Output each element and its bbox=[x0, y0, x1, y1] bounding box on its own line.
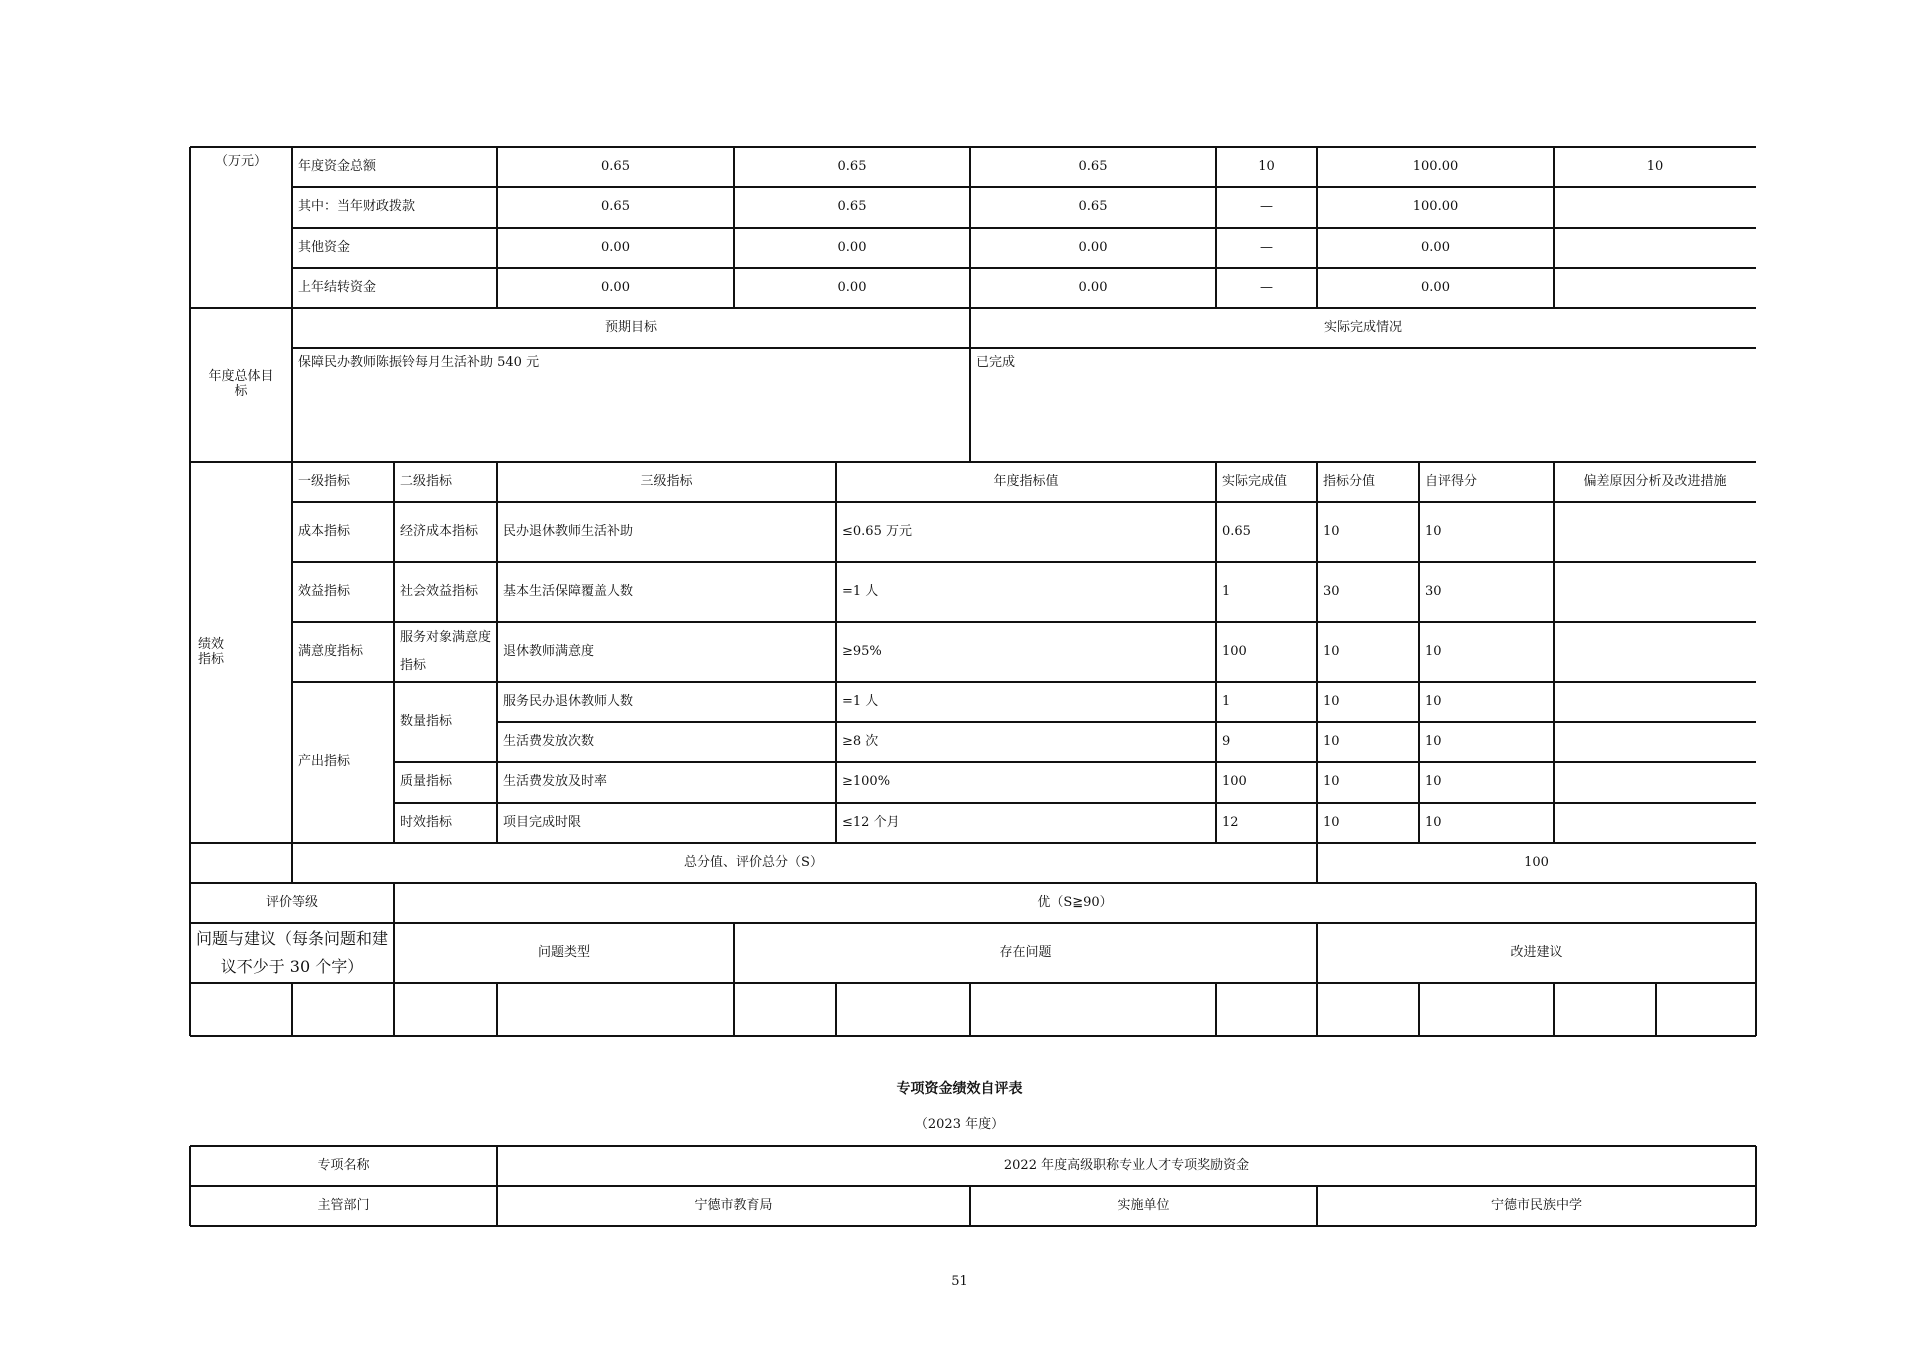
table-rule-v bbox=[1215, 147, 1217, 308]
perf-self: 10 bbox=[1425, 814, 1442, 830]
table-rule-v bbox=[496, 1146, 498, 1226]
perf-target: ≥8 次 bbox=[842, 733, 879, 749]
total-value: 100 bbox=[1524, 854, 1549, 870]
perf-header: 一级指标 bbox=[298, 473, 351, 489]
perf-header: 年度指标值 bbox=[993, 473, 1059, 489]
table-rule-v bbox=[291, 983, 293, 1036]
perf-header: 自评得分 bbox=[1425, 473, 1478, 489]
perf-label-text: 绩效指标 bbox=[198, 636, 225, 667]
perf-l3: 生活费发放及时率 bbox=[503, 774, 608, 790]
table-rule-v bbox=[189, 1146, 191, 1226]
funds-row-label: 年度资金总额 bbox=[298, 158, 377, 174]
funds-cell: 0.00 bbox=[601, 279, 630, 295]
table-rule-h bbox=[190, 461, 1756, 463]
impl-value: 宁德市民族中学 bbox=[1490, 1197, 1582, 1213]
funds-cell: 0.65 bbox=[601, 158, 630, 174]
perf-l1: 效益指标 bbox=[298, 583, 351, 599]
funds-cell: 100.00 bbox=[1412, 199, 1459, 215]
table-rule-v bbox=[969, 1186, 971, 1226]
perf-header: 二级指标 bbox=[400, 473, 453, 489]
perf-self: 10 bbox=[1425, 774, 1442, 790]
table-rule-v bbox=[1553, 147, 1555, 308]
perf-score: 10 bbox=[1323, 733, 1340, 749]
perf-l1: 满意度指标 bbox=[298, 643, 364, 659]
table-rule-v bbox=[969, 147, 971, 308]
table-rule-v bbox=[1316, 983, 1318, 1036]
perf-target: =1 人 bbox=[842, 693, 879, 709]
funds-row-label: 其他资金 bbox=[298, 239, 351, 255]
table-rule-v bbox=[393, 983, 395, 1036]
perf-header: 实际完成值 bbox=[1222, 473, 1288, 489]
table-rule-h bbox=[190, 922, 1756, 924]
table-rule-h bbox=[394, 761, 1756, 763]
perf-score: 30 bbox=[1323, 583, 1340, 599]
total-label: 总分值、评价总分（S） bbox=[684, 854, 823, 870]
perf-actual: 12 bbox=[1222, 814, 1239, 830]
perf-score: 10 bbox=[1323, 693, 1340, 709]
funds-cell: 0.65 bbox=[837, 158, 867, 174]
dept-value: 宁德市教育局 bbox=[694, 1197, 773, 1213]
perf-actual: 100 bbox=[1222, 643, 1247, 659]
table-rule-h bbox=[190, 982, 1756, 984]
funds-cell: 0.00 bbox=[1421, 239, 1450, 255]
perf-target: ≤12 个月 bbox=[842, 814, 900, 830]
table-rule-v bbox=[1755, 1146, 1757, 1226]
perf-l3: 民办退休教师生活补助 bbox=[503, 523, 634, 539]
table-rule-v bbox=[496, 147, 498, 308]
table-rule-v bbox=[733, 923, 735, 983]
funds-cell: 0.00 bbox=[1078, 279, 1108, 295]
funds-unit-label: （万元） bbox=[214, 154, 267, 169]
table-rule-h bbox=[190, 842, 1756, 844]
table-rule-v bbox=[1418, 983, 1420, 1036]
funds-cell bbox=[1554, 187, 1756, 228]
goal-label: 年度总体目标 bbox=[208, 369, 274, 399]
funds-cell: — bbox=[1260, 279, 1273, 295]
table-rule-v bbox=[1215, 983, 1217, 1036]
funds-cell: 0.00 bbox=[601, 239, 630, 255]
table-rule-h bbox=[292, 186, 1756, 188]
perf-header: 指标分值 bbox=[1323, 473, 1376, 489]
issues-type-header: 问题类型 bbox=[537, 944, 590, 960]
table-rule-v bbox=[1316, 923, 1318, 983]
table-rule-v bbox=[733, 147, 735, 308]
table-rule-v bbox=[835, 462, 837, 843]
perf-target: ≥100% bbox=[842, 774, 891, 790]
funds-cell: — bbox=[1260, 199, 1273, 215]
table-rule-h bbox=[394, 802, 1756, 804]
goal-expected-header: 预期目标 bbox=[604, 319, 657, 335]
perf-l2: 质量指标 bbox=[400, 774, 453, 790]
table-rule-v bbox=[1316, 462, 1318, 843]
perf-l2: 社会效益指标 bbox=[400, 584, 479, 599]
issues-label: 问题与建议（每条问题和建议不少于 30 个字） bbox=[195, 929, 388, 976]
funds-cell: 0.65 bbox=[601, 199, 630, 215]
perf-score: 10 bbox=[1323, 643, 1340, 659]
perf-target: =1 人 bbox=[842, 583, 879, 599]
funds-cell: — bbox=[1260, 239, 1273, 255]
perf-actual: 100 bbox=[1222, 774, 1247, 790]
perf-score: 10 bbox=[1323, 523, 1340, 539]
issues-problem-header: 存在问题 bbox=[999, 944, 1052, 960]
funds-cell: 0.00 bbox=[837, 279, 867, 295]
table-rule-h bbox=[190, 1145, 1756, 1147]
table-rule-v bbox=[1316, 1186, 1318, 1226]
perf-l3: 退休教师满意度 bbox=[503, 643, 595, 659]
perf-self: 10 bbox=[1425, 733, 1442, 749]
perf-self: 10 bbox=[1425, 643, 1442, 659]
goal-actual-header: 实际完成情况 bbox=[1323, 319, 1402, 335]
grade-label: 评价等级 bbox=[265, 894, 318, 910]
issues-suggest-header: 改进建议 bbox=[1510, 944, 1563, 960]
perf-self: 10 bbox=[1425, 693, 1442, 709]
funds-cell: 10 bbox=[1646, 158, 1664, 174]
funds-cell: 100.00 bbox=[1412, 158, 1459, 174]
project-label: 专项名称 bbox=[317, 1157, 370, 1173]
grade-value: 优（S≧90） bbox=[1037, 894, 1113, 910]
table-rule-h bbox=[292, 681, 1756, 683]
table-rule-v bbox=[835, 983, 837, 1036]
perf-target: ≥95% bbox=[842, 643, 882, 659]
impl-label: 实施单位 bbox=[1117, 1197, 1170, 1213]
table-rule-v bbox=[496, 983, 498, 1036]
table-rule-h bbox=[292, 561, 1756, 563]
table-rule-h bbox=[292, 347, 1756, 349]
perf-l3: 生活费发放次数 bbox=[503, 733, 595, 749]
perf-score: 10 bbox=[1323, 774, 1340, 790]
perf-actual: 1 bbox=[1222, 583, 1231, 599]
table-rule-v bbox=[1553, 983, 1555, 1036]
table-rule-v bbox=[1418, 462, 1420, 843]
perf-l3: 基本生活保障覆盖人数 bbox=[503, 583, 634, 599]
perf-l1: 产出指标 bbox=[298, 754, 351, 770]
table-rule-h bbox=[190, 307, 1756, 309]
perf-target: ≤0.65 万元 bbox=[842, 523, 912, 539]
perf-l2: 经济成本指标 bbox=[400, 524, 479, 539]
funds-cell bbox=[1554, 268, 1756, 308]
goal-expected-text: 保障民办教师陈振铃每月生活补助 540 元 bbox=[298, 355, 540, 370]
goal-actual-text: 已完成 bbox=[976, 355, 1016, 370]
funds-cell: 0.00 bbox=[1421, 279, 1450, 295]
table-rule-h bbox=[292, 501, 1756, 503]
table-rule-v bbox=[969, 983, 971, 1036]
table-rule-v bbox=[733, 983, 735, 1036]
page-number: 51 bbox=[951, 1274, 968, 1289]
perf-self: 30 bbox=[1425, 583, 1442, 599]
perf-self: 10 bbox=[1425, 523, 1442, 539]
table-rule-v bbox=[969, 308, 971, 462]
table-rule-v bbox=[1553, 462, 1555, 843]
perf-l1: 成本指标 bbox=[298, 523, 351, 539]
table-rule-h bbox=[292, 267, 1756, 269]
funds-cell: 0.00 bbox=[837, 239, 867, 255]
perf-actual: 0.65 bbox=[1222, 523, 1251, 539]
perf-l2: 数量指标 bbox=[400, 713, 453, 729]
perf-actual: 1 bbox=[1222, 693, 1231, 709]
next-table-title: 专项资金绩效自评表 bbox=[896, 1081, 1023, 1097]
perf-l3: 项目完成时限 bbox=[503, 814, 582, 830]
table-rule-v bbox=[291, 147, 293, 883]
funds-cell: 0.00 bbox=[1078, 239, 1108, 255]
table-rule-h bbox=[190, 1225, 1756, 1227]
table-rule-v bbox=[1215, 462, 1217, 843]
table-rule-h bbox=[190, 1185, 1756, 1187]
table-rule-h bbox=[292, 621, 1756, 623]
table-rule-h bbox=[190, 882, 1756, 884]
funds-cell: 10 bbox=[1258, 158, 1275, 174]
table-rule-h bbox=[190, 146, 1756, 148]
perf-actual: 9 bbox=[1222, 733, 1231, 749]
next-table-year: （2023 年度） bbox=[914, 1117, 1005, 1132]
funds-row-label: 其中：当年财政拨款 bbox=[298, 199, 416, 215]
perf-header: 三级指标 bbox=[640, 473, 693, 489]
funds-cell: 0.65 bbox=[1078, 158, 1108, 174]
project-value: 2022 年度高级职称专业人才专项奖励资金 bbox=[1003, 1157, 1250, 1173]
table-rule-v bbox=[1316, 147, 1318, 308]
funds-cell: 0.65 bbox=[1078, 199, 1108, 215]
table-rule-h bbox=[292, 227, 1756, 229]
table-rule-v bbox=[189, 147, 191, 1036]
perf-score: 10 bbox=[1323, 814, 1340, 830]
funds-row-label: 上年结转资金 bbox=[298, 279, 377, 295]
table-rule-v bbox=[1316, 843, 1318, 883]
perf-l2: 时效指标 bbox=[400, 814, 453, 830]
table-rule-v bbox=[496, 462, 498, 843]
table-rule-h bbox=[497, 721, 1756, 723]
dept-label: 主管部门 bbox=[317, 1197, 370, 1213]
perf-label bbox=[190, 462, 292, 843]
perf-header: 偏差原因分析及改进措施 bbox=[1583, 473, 1727, 489]
table-rule-h bbox=[190, 1035, 1756, 1037]
funds-cell: 0.65 bbox=[837, 199, 867, 215]
perf-l3: 服务民办退休教师人数 bbox=[503, 693, 634, 709]
table-rule-v bbox=[1655, 983, 1657, 1036]
perf-l2: 服务对象满意度指标 bbox=[400, 630, 492, 673]
table-rule-v bbox=[393, 462, 395, 843]
table-rule-v bbox=[1755, 883, 1757, 1036]
funds-cell bbox=[1554, 228, 1756, 268]
